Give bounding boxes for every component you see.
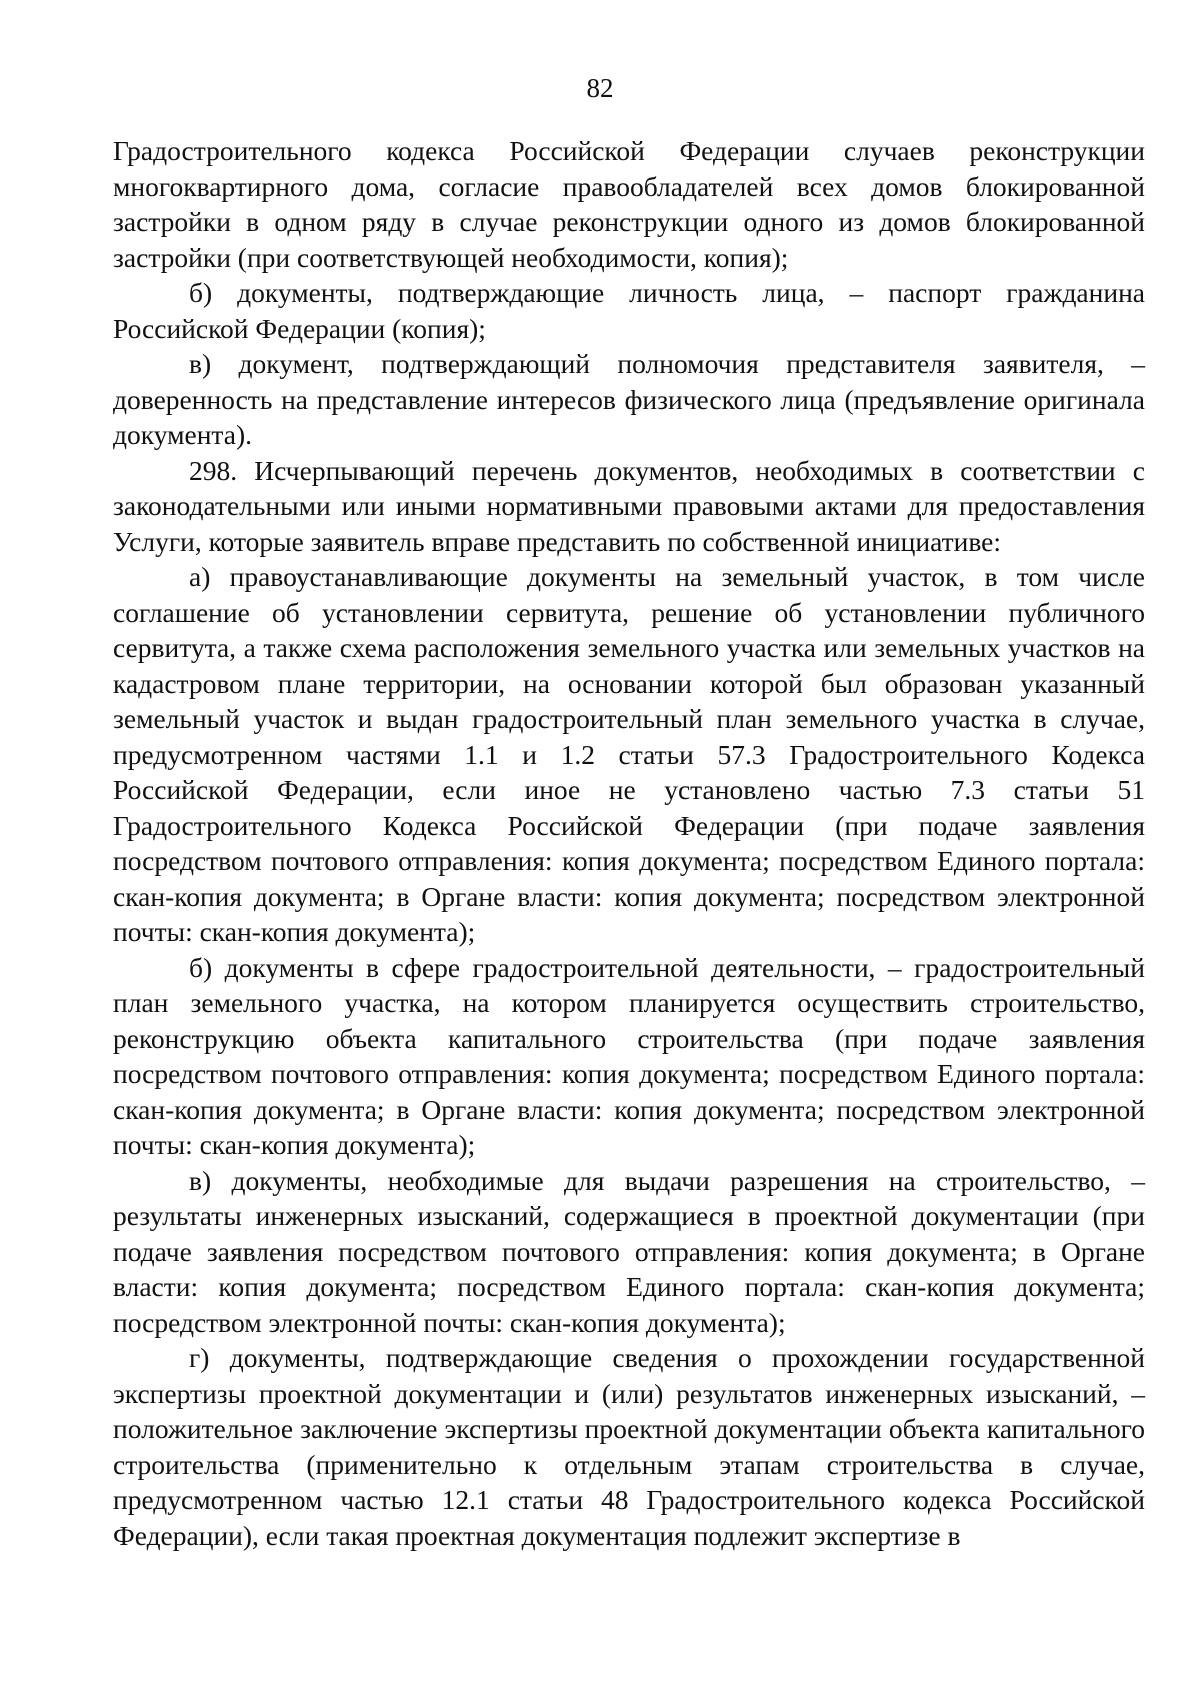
paragraph-item-a-land-rights: а) правоустанавливающие документы на земельный участок, в том числе соглашение об установлении сервитута, решение об установлении публичного сервитута, а также схема расположения земельного участка или земельных участков на кадастровом плане территории, на основании которой был образован указанный земельный участок и выдан градостроительный план земельного участка в случае, предусмотренном частями 1.1 и 1.2 статьи 57.3 Градостроительного Кодекса Российской Федерации, если иное не установлено частью 7.3 статьи 51 Градостроительного Кодекса Российской Федерации (при подаче заявления посредством почтового отправления: копия документа; посредством Единого портала: скан-копия документа; в Органе власти: копия документа; посредством электронной почты: скан-копия документа); — [113, 561, 1145, 947]
document-body — [113, 133, 1145, 1553]
paragraph-item-v-authority: в) документ, подтверждающий полномочия представителя заявителя, – доверенность на представление интересов физического лица (предъявление оригинала документа). — [113, 348, 1145, 450]
paragraph-continuation: Градостроительного кодекса Российской Федерации случаев реконструкции многоквартирного дома, согласие правообладателей всех домов блокированной застройки в одном ряду в случае реконструкции одного из домов блокированной застройки (при соответствующей необходимости, копия); — [113, 135, 1145, 273]
paragraph-item-b-urban-planning: б) документы в сфере градостроительной деятельности, – градостроительный план земельного участка, на котором планируется осуществить строительство, реконструкцию объекта капитального строительства (при подаче заявления посредством почтового отправления: копия документа; посредством Единого портала: скан-копия документа; в Органе власти: копия документа; посредством электронной почты: скан-копия документа); — [113, 951, 1145, 1160]
page-number: 82 — [586, 73, 614, 103]
paragraph-item-g-expertise: г) документы, подтверждающие сведения о прохождении государственной экспертизы проектной документации и (или) результатов инженерных изысканий, – положительное заключение экспертизы проектной документации объекта капитального строительства (применительно к отдельным этапам строительства в случае, предусмотренном частью 12.1 статьи 48 Градостроительного кодекса Российской Федерации), если такая проектная документация подлежит экспертизе в — [113, 1342, 1145, 1551]
paragraph-298: 298. Исчерпывающий перечень документов, необходимых в соответствии с законодательными или иными нормативными правовыми актами для предоставления Услуги, которые заявитель вправе представить по собственной инициативе: — [113, 454, 1145, 557]
paragraph-item-b-identity: б) документы, подтверждающие личность лица, – паспорт гражданина Российской Федерации (копия); — [113, 277, 1145, 344]
paragraph-item-v-engineering: в) документы, необходимые для выдачи разрешения на строительство, – результаты инженерных изысканий, содержащиеся в проектной документации (при подаче заявления посредством почтового отправления: копия документа; в Органе власти: копия документа; посредством Единого портала: скан-копия документа; посредством электронной почты: скан-копия документа); — [113, 1164, 1145, 1338]
